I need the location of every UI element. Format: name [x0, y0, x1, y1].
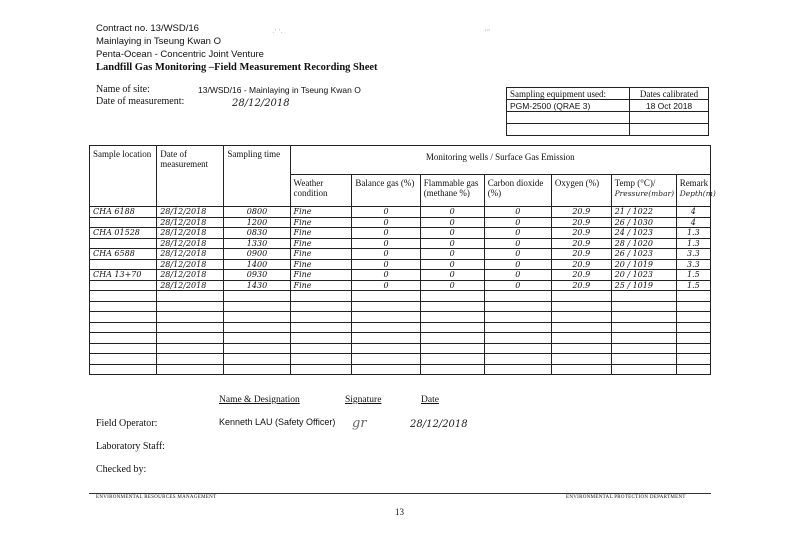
- cell-carbon-dioxide: [484, 364, 551, 375]
- cell-weather: Fine: [290, 228, 352, 239]
- cell-date: [157, 322, 224, 333]
- cell-location: [90, 354, 157, 365]
- cell-carbon-dioxide: 0: [484, 280, 551, 291]
- cell-date: 28/12/2018: [157, 228, 224, 239]
- header-monitoring-group: Monitoring wells / Surface Gas Emission: [290, 146, 710, 175]
- cell-weather: Fine: [290, 280, 352, 291]
- cell-flammable-gas: [420, 291, 484, 302]
- cell-temp-pressure: [611, 354, 676, 365]
- monitoring-table: [89, 145, 716, 375]
- cell-time: 0930: [224, 270, 290, 281]
- table-row: [90, 354, 711, 365]
- cell-remark: [676, 343, 710, 354]
- date-label: Date of measurement:: [96, 96, 185, 107]
- cell-remark: 3.3: [676, 259, 710, 270]
- table-row: [90, 207, 711, 218]
- cell-balance-gas: 0: [352, 259, 420, 270]
- calibration-date-cell: [630, 124, 709, 136]
- cell-carbon-dioxide: 0: [484, 228, 551, 239]
- cell-time: 1400: [224, 259, 290, 270]
- cell-oxygen: [551, 343, 611, 354]
- cell-time: 0900: [224, 249, 290, 260]
- header-remark: [676, 175, 716, 207]
- cell-oxygen: 20.9: [551, 207, 611, 218]
- cell-temp-pressure: 21 / 1022: [611, 207, 676, 218]
- cell-location: CHA 6588: [90, 249, 157, 260]
- equipment-table: [506, 87, 709, 136]
- cell-oxygen: 20.9: [551, 280, 611, 291]
- cell-balance-gas: 0: [352, 217, 420, 228]
- cell-flammable-gas: [420, 322, 484, 333]
- cell-balance-gas: [352, 343, 420, 354]
- cell-location: [90, 217, 157, 228]
- contract-number: Contract no. 13/WSD/16: [96, 23, 199, 34]
- table-row: [90, 238, 711, 249]
- cell-remark: 1.3: [676, 238, 710, 249]
- date-value: 28/12/2018: [232, 98, 290, 109]
- cell-date: 28/12/2018: [157, 270, 224, 281]
- cell-temp-pressure: 26 / 1023: [611, 249, 676, 260]
- cell-location: [90, 343, 157, 354]
- scan-mark: ·’ ʼ·: [272, 28, 283, 37]
- cell-location: [90, 280, 157, 291]
- cell-weather: [290, 301, 352, 312]
- cell-temp-pressure: [611, 312, 676, 323]
- cell-location: [90, 364, 157, 375]
- cell-location: [90, 333, 157, 344]
- table-row: [90, 249, 711, 260]
- cell-oxygen: [551, 301, 611, 312]
- header-time: Sampling time: [224, 146, 290, 207]
- cell-time: 0830: [224, 228, 290, 239]
- cell-remark: [676, 301, 710, 312]
- cell-carbon-dioxide: [484, 333, 551, 344]
- cell-remark: 1.5: [676, 280, 710, 291]
- table-row: [90, 312, 711, 323]
- cell-carbon-dioxide: [484, 322, 551, 333]
- cell-location: [90, 259, 157, 270]
- cell-location: [90, 291, 157, 302]
- cell-date: 28/12/2018: [157, 238, 224, 249]
- cell-temp-pressure: [611, 322, 676, 333]
- cell-oxygen: 20.9: [551, 249, 611, 260]
- cell-oxygen: [551, 354, 611, 365]
- cell-temp-pressure: 20 / 1019: [611, 259, 676, 270]
- calibration-date-cell: [630, 112, 709, 124]
- cell-weather: [290, 322, 352, 333]
- cell-date: 28/12/2018: [157, 280, 224, 291]
- cell-oxygen: [551, 312, 611, 323]
- header-balance-gas: Balance gas (%): [352, 175, 420, 207]
- cell-time: 0800: [224, 207, 290, 218]
- cell-carbon-dioxide: [484, 301, 551, 312]
- cell-carbon-dioxide: 0: [484, 238, 551, 249]
- cell-date: [157, 364, 224, 375]
- cell-date: [157, 343, 224, 354]
- field-operator-signature: gr: [352, 416, 367, 431]
- field-operator-label: Field Operator:: [96, 418, 158, 429]
- cell-weather: Fine: [290, 238, 352, 249]
- cell-weather: [290, 333, 352, 344]
- cell-balance-gas: [352, 333, 420, 344]
- contractor-name: Penta-Ocean - Concentric Joint Venture: [96, 49, 264, 60]
- cell-flammable-gas: [420, 333, 484, 344]
- header-weather: Weather condition: [290, 175, 352, 207]
- table-row: [90, 322, 711, 333]
- cell-location: [90, 238, 157, 249]
- cell-temp-pressure: 28 / 1020: [611, 238, 676, 249]
- cell-time: [224, 301, 290, 312]
- table-row: [90, 217, 711, 228]
- cell-remark: [676, 333, 710, 344]
- cell-flammable-gas: 0: [420, 207, 484, 218]
- cell-flammable-gas: 0: [420, 259, 484, 270]
- cell-time: [224, 333, 290, 344]
- cell-oxygen: 20.9: [551, 259, 611, 270]
- table-row: [90, 343, 711, 354]
- table-row: [90, 301, 711, 312]
- cell-time: [224, 354, 290, 365]
- cell-remark: 1.5: [676, 270, 710, 281]
- table-row: [90, 270, 711, 281]
- cell-oxygen: [551, 333, 611, 344]
- header-temp: [611, 175, 676, 207]
- cell-date: [157, 301, 224, 312]
- cell-weather: [290, 354, 352, 365]
- cell-date: [157, 354, 224, 365]
- cell-weather: [290, 343, 352, 354]
- table-row: [90, 280, 711, 291]
- equipment-cell: [507, 112, 630, 124]
- cell-time: [224, 343, 290, 354]
- page-number: 13: [395, 507, 404, 517]
- cell-temp-pressure: [611, 343, 676, 354]
- cell-remark: [676, 364, 710, 375]
- header-flammable-gas: Flammable gas (methane %): [420, 175, 484, 207]
- cell-weather: Fine: [290, 270, 352, 281]
- cell-balance-gas: 0: [352, 228, 420, 239]
- cell-weather: Fine: [290, 217, 352, 228]
- cell-carbon-dioxide: [484, 291, 551, 302]
- cell-remark: 1.3: [676, 228, 710, 239]
- cell-flammable-gas: [420, 364, 484, 375]
- cell-temp-pressure: [611, 364, 676, 375]
- cell-remark: 3.3: [676, 249, 710, 260]
- header-location: Sample location: [90, 146, 157, 207]
- cell-location: [90, 322, 157, 333]
- header-date: Date of measurement: [157, 146, 224, 207]
- header-depth-label: Depth(m): [679, 189, 716, 198]
- cell-balance-gas: [352, 364, 420, 375]
- name-designation-header: Name & Designation: [219, 395, 300, 405]
- calibration-header: Dates calibrated: [630, 88, 709, 100]
- cell-carbon-dioxide: 0: [484, 270, 551, 281]
- cell-balance-gas: 0: [352, 280, 420, 291]
- cell-date: [157, 291, 224, 302]
- table-row: [90, 333, 711, 344]
- cell-temp-pressure: 25 / 1019: [611, 280, 676, 291]
- cell-carbon-dioxide: [484, 312, 551, 323]
- cell-oxygen: 20.9: [551, 270, 611, 281]
- cell-weather: [290, 364, 352, 375]
- cell-weather: Fine: [290, 259, 352, 270]
- header-oxygen: Oxygen (%): [551, 175, 611, 207]
- table-row: [90, 364, 711, 375]
- site-label: Name of site:: [96, 84, 150, 95]
- cell-carbon-dioxide: [484, 343, 551, 354]
- cell-temp-pressure: 26 / 1030: [611, 217, 676, 228]
- cell-location: [90, 312, 157, 323]
- date-header: Date: [421, 395, 439, 405]
- cell-time: [224, 312, 290, 323]
- cell-flammable-gas: 0: [420, 228, 484, 239]
- cell-weather: Fine: [290, 249, 352, 260]
- cell-remark: [676, 354, 710, 365]
- checked-by-label: Checked by:: [96, 464, 147, 475]
- cell-balance-gas: 0: [352, 238, 420, 249]
- cell-oxygen: [551, 364, 611, 375]
- cell-balance-gas: [352, 354, 420, 365]
- project-name: Mainlaying in Tseung Kwan O: [96, 36, 221, 47]
- cell-balance-gas: 0: [352, 207, 420, 218]
- header-remark-label: Remark: [679, 178, 709, 188]
- cell-date: 28/12/2018: [157, 259, 224, 270]
- cell-temp-pressure: [611, 333, 676, 344]
- table-row: [90, 259, 711, 270]
- cell-time: 1330: [224, 238, 290, 249]
- sheet-title: Landfill Gas Monitoring –Field Measurement Recording Sheet: [96, 62, 378, 73]
- table-row: [90, 228, 711, 239]
- cell-oxygen: 20.9: [551, 238, 611, 249]
- cell-balance-gas: 0: [352, 249, 420, 260]
- cell-date: [157, 333, 224, 344]
- cell-weather: [290, 312, 352, 323]
- cell-flammable-gas: [420, 343, 484, 354]
- equipment-cell: PGM-2500 (QRAE 3): [507, 100, 630, 112]
- cell-location: CHA 13+70: [90, 270, 157, 281]
- cell-location: [90, 301, 157, 312]
- cell-oxygen: [551, 291, 611, 302]
- cell-time: 1200: [224, 217, 290, 228]
- cell-remark: [676, 312, 710, 323]
- cell-time: [224, 322, 290, 333]
- cell-flammable-gas: [420, 354, 484, 365]
- cell-carbon-dioxide: 0: [484, 217, 551, 228]
- equipment-header: Sampling equipment used:: [507, 88, 630, 100]
- cell-balance-gas: [352, 322, 420, 333]
- cell-temp-pressure: [611, 291, 676, 302]
- cell-date: 28/12/2018: [157, 217, 224, 228]
- cell-flammable-gas: 0: [420, 217, 484, 228]
- cell-time: [224, 291, 290, 302]
- cell-remark: [676, 291, 710, 302]
- signature-header: Signature: [345, 395, 382, 405]
- cell-weather: [290, 291, 352, 302]
- cell-carbon-dioxide: 0: [484, 207, 551, 218]
- cell-flammable-gas: [420, 301, 484, 312]
- calibration-date-cell: 18 Oct 2018: [630, 100, 709, 112]
- cell-oxygen: 20.9: [551, 228, 611, 239]
- cell-balance-gas: 0: [352, 270, 420, 281]
- cell-weather: Fine: [290, 207, 352, 218]
- cell-oxygen: [551, 322, 611, 333]
- footer-left: ENVIRONMENTAL RESOURCES MANAGEMENT: [96, 495, 217, 500]
- cell-date: 28/12/2018: [157, 249, 224, 260]
- cell-balance-gas: [352, 301, 420, 312]
- laboratory-staff-label: Laboratory Staff:: [96, 441, 165, 452]
- cell-balance-gas: [352, 312, 420, 323]
- cell-location: CHA 6188: [90, 207, 157, 218]
- cell-date: [157, 312, 224, 323]
- header-pressure-label: Pressure(mbar): [614, 189, 675, 198]
- cell-balance-gas: [352, 291, 420, 302]
- cell-location: CHA 01528: [90, 228, 157, 239]
- cell-temp-pressure: [611, 301, 676, 312]
- cell-carbon-dioxide: 0: [484, 249, 551, 260]
- field-operator-name: Kenneth LAU (Safety Officer): [219, 417, 336, 427]
- scan-mark: ′ ″: [485, 28, 490, 37]
- cell-flammable-gas: 0: [420, 249, 484, 260]
- cell-oxygen: 20.9: [551, 217, 611, 228]
- equipment-cell: [507, 124, 630, 136]
- footer-right: ENVIRONMENTAL PROTECTION DEPARTMENT: [566, 495, 686, 500]
- cell-flammable-gas: [420, 312, 484, 323]
- table-row: [90, 291, 711, 302]
- header-carbon-dioxide: Carbon dioxide (%): [484, 175, 551, 207]
- site-value: 13/WSD/16 - Mainlaying in Tseung Kwan O: [198, 85, 361, 95]
- cell-date: 28/12/2018: [157, 207, 224, 218]
- header-temp-label: Temp (°C)/: [614, 178, 656, 188]
- cell-temp-pressure: 24 / 1023: [611, 228, 676, 239]
- cell-flammable-gas: 0: [420, 280, 484, 291]
- field-operator-date: 28/12/2018: [410, 419, 468, 430]
- cell-time: [224, 364, 290, 375]
- cell-remark: 4: [676, 217, 710, 228]
- footer-rule: [89, 493, 711, 494]
- cell-carbon-dioxide: 0: [484, 259, 551, 270]
- cell-remark: 4: [676, 207, 710, 218]
- cell-flammable-gas: 0: [420, 238, 484, 249]
- cell-time: 1430: [224, 280, 290, 291]
- cell-temp-pressure: 20 / 1023: [611, 270, 676, 281]
- cell-remark: [676, 322, 710, 333]
- cell-flammable-gas: 0: [420, 270, 484, 281]
- cell-carbon-dioxide: [484, 354, 551, 365]
